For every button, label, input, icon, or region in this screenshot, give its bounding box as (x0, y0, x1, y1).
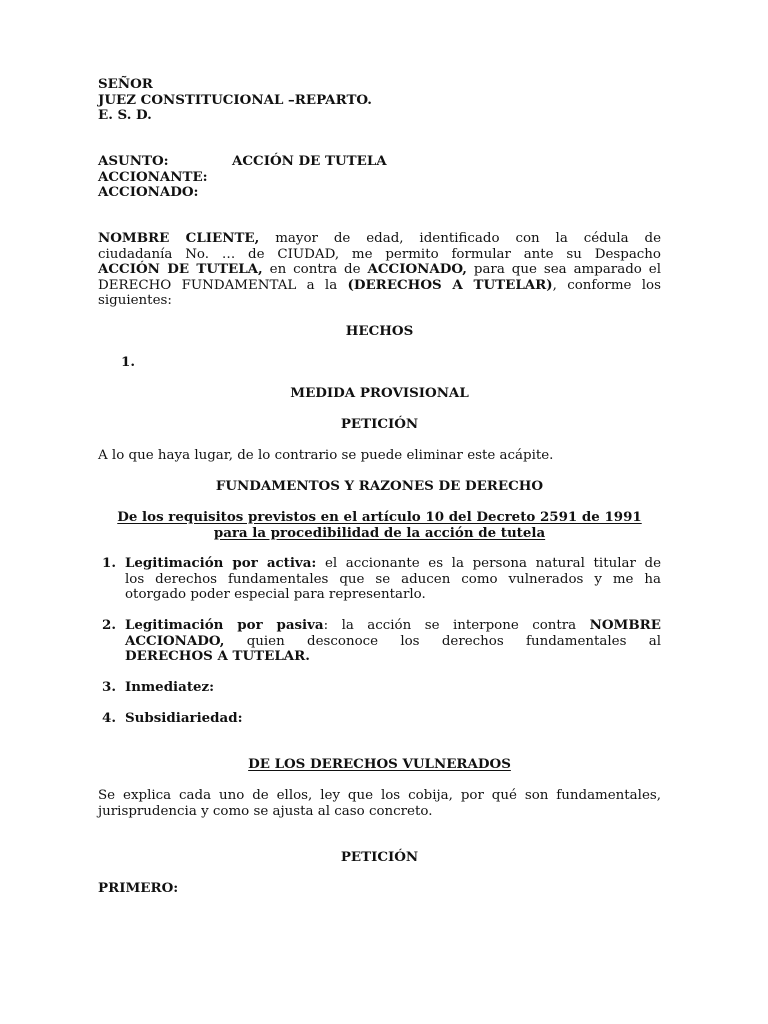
primero-label: PRIMERO: (98, 880, 179, 896)
asunto-value: ACCIÓN DE TUTELA (232, 153, 387, 169)
fundamento-item-1-line-3: otorgado poder especial para representarlo. (125, 587, 426, 603)
fundamento-item-2-number: 2. (102, 617, 116, 633)
fundamentos-title: FUNDAMENTOS Y RAZONES DE DERECHO (215, 478, 544, 494)
fundamento-item-2-line-2 (125, 634, 661, 650)
fundamento-item-3-number: 3. (102, 679, 116, 695)
legitimacion-activa-label: Legitimación por activa: (125, 555, 317, 571)
addressee-line-2: JUEZ CONSTITUCIONAL –REPARTO. (98, 91, 372, 108)
derechos-text-line-1: Se explica cada uno de ellos, ley que los cobija, por qué son fundamentales, (98, 788, 661, 803)
accion-tutela-text: ACCIÓN DE TUTELA, (98, 261, 263, 278)
fundamento-item-1-text-1: el accionante es la persona natural titular de (316, 556, 661, 571)
medida-peticion-title: PETICIÓN (340, 416, 419, 432)
fundamentos-subtitle (98, 510, 661, 541)
asunto-row (98, 154, 661, 170)
intro-text-4a: DERECHO FUNDAMENTAL a la (98, 277, 348, 293)
accionante-label: ACCIONANTE: (98, 168, 208, 185)
fundamento-item-4 (102, 711, 661, 727)
accionado-label: ACCIONADO: (98, 184, 199, 201)
accionado-text: ACCIONADO, (367, 261, 467, 278)
fundamento-item-1 (102, 556, 661, 603)
fundamento-item-1-line-1 (125, 556, 661, 572)
intro-text-3b: para que sea amparado el (466, 262, 661, 278)
intro-line-5: siguientes: (98, 293, 172, 309)
fundamentos-subtitle-line-2: para la procedibilidad de la acción de tutela (213, 524, 546, 541)
fundamento-item-2-line-3: DERECHOS A TUTELAR. (125, 648, 310, 665)
peticion-title: PETICIÓN (340, 849, 419, 865)
fundamento-item-4-number: 4. (102, 710, 116, 726)
accionado-name-text: ACCIONADO, (125, 632, 225, 649)
intro-line-2: ciudadanía No. … de CIUDAD, me permito formular ante su Despacho (98, 246, 661, 262)
intro-text-4b: , conforme los (552, 277, 661, 293)
intro-line-3 (98, 262, 661, 278)
fundamento-item-2-line-1 (125, 618, 661, 634)
nombre-text: NOMBRE (589, 617, 661, 633)
client-name: NOMBRE CLIENTE, (98, 230, 260, 246)
addressee-line-3: E. S. D. (98, 107, 152, 124)
fundamento-item-2-text-1: : la acción se interpone contra (323, 618, 590, 633)
subsidiariedad-label: Subsidiariedad: (125, 710, 243, 726)
intro-text-3a: en contra de (262, 262, 368, 278)
asunto-label: ASUNTO: (98, 153, 169, 169)
derechos-text-line-2: jurisprudencia y como se ajusta al caso concreto. (98, 803, 433, 819)
derechos-vulnerados-text (98, 788, 661, 819)
intro-paragraph (98, 231, 661, 309)
fundamento-item-2-text-2: quien desconoce los derechos fundamentales al (224, 633, 661, 649)
fundamento-item-2 (102, 618, 661, 665)
addressee-block (98, 77, 661, 124)
addressee-line-1: SEÑOR (98, 76, 153, 92)
subject-block (98, 154, 661, 201)
fundamento-item-3 (102, 680, 661, 696)
medida-provisional-title: MEDIDA PROVISIONAL (290, 385, 469, 401)
fundamento-item-1-line-2: los derechos fundamentales que se aducen como vulnerados y me ha (125, 571, 661, 587)
fundamento-item-1-number: 1. (102, 555, 116, 571)
intro-line-4 (98, 278, 661, 294)
intro-line-1 (98, 231, 661, 247)
hechos-title: HECHOS (345, 323, 414, 339)
fundamentos-subtitle-line-1: De los requisitos previstos en el artículo 10 del Decreto 2591 de 1991 (117, 509, 642, 525)
hechos-item-1: 1. (121, 354, 135, 370)
legitimacion-pasiva-label: Legitimación por pasiva (125, 617, 324, 633)
medida-text: A lo que haya lugar, de lo contrario se puede eliminar este acápite. (98, 448, 554, 463)
inmediatez-label: Inmediatez: (125, 679, 215, 695)
derechos-tutelar-text: (DERECHOS A TUTELAR) (347, 276, 553, 293)
derechos-vulnerados-title: DE LOS DERECHOS VULNERADOS (248, 756, 511, 772)
intro-text-1: mayor de edad, identificado con la cédula de (259, 231, 661, 246)
